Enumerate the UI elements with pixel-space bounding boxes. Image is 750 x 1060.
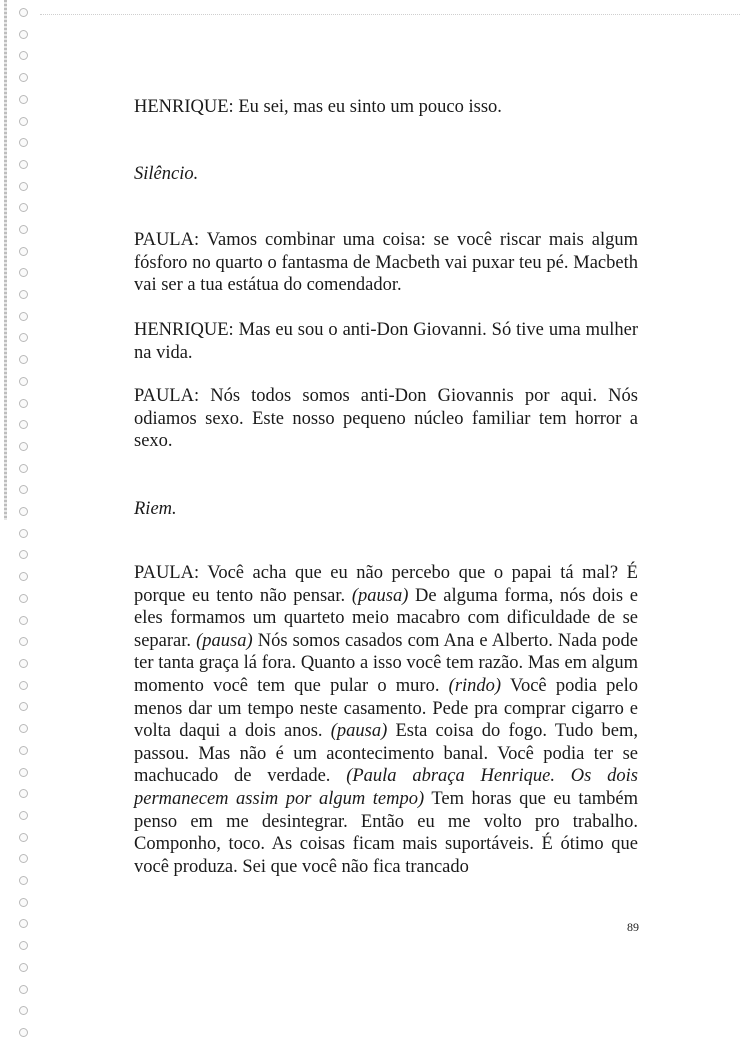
binding-hole: [19, 529, 28, 538]
spiral-binding: [0, 0, 34, 1060]
stage-direction-text: (pausa): [196, 630, 253, 651]
binding-hole: [19, 420, 28, 429]
dialogue-text: Nós somos casados com Ana e Alberto. Nada pode ter tanta graça lá fora. Quanto a isso você tem razão. Mas em algum momento você tem que pular o muro.: [134, 630, 638, 696]
speaker-name: PAULA:: [134, 563, 200, 583]
binding-hole: [19, 659, 28, 668]
dialogue-text: Esta coisa do fogo. Tudo bem, passou. Mas não é um acontecimento banal. Você podia ter se machucado de verdade.: [134, 721, 638, 787]
dialogue-text: Eu sei, mas eu sinto um pouco isso.: [233, 97, 502, 117]
binding-hole: [19, 768, 28, 777]
binding-hole: [19, 637, 28, 646]
binding-hole: [19, 681, 28, 690]
dialogue-text: Nós todos somos anti-Don Giovannis por aqui. Nós odiamos sexo. Este nosso pequeno núcleo familiar tem horror a sexo.: [134, 386, 638, 452]
dialogue-text: De alguma forma, nós dois e eles formamos um quarteto meio macabro com dificuldade de se separar.: [134, 585, 639, 651]
binding-hole: [19, 833, 28, 842]
binding-hole: [19, 377, 28, 386]
binding-hole: [19, 355, 28, 364]
binding-hole: [19, 51, 28, 60]
binding-hole: [19, 724, 28, 733]
binding-hole: [19, 876, 28, 885]
binding-hole: [19, 941, 28, 950]
binding-hole: [19, 572, 28, 581]
binding-hole: [19, 160, 28, 169]
binding-hole: [19, 594, 28, 603]
binding-hole: [19, 247, 28, 256]
binding-hole: [19, 746, 28, 755]
binding-hole: [19, 290, 28, 299]
binding-hole: [19, 268, 28, 277]
binding-hole: [19, 182, 28, 191]
speaker-name: HENRIQUE:: [134, 97, 234, 117]
binding-hole: [19, 1006, 28, 1015]
binding-hole: [19, 73, 28, 82]
binding-hole: [19, 919, 28, 928]
binding-hole: [19, 616, 28, 625]
page-number: 89: [627, 920, 639, 934]
dialogue-line: [134, 385, 638, 453]
binding-hole: [19, 333, 28, 342]
binding-hole: [19, 464, 28, 473]
speaker-name: PAULA:: [134, 386, 200, 406]
dialogue-line: [134, 319, 638, 364]
binding-hole: [19, 399, 28, 408]
binding-hole: [19, 485, 28, 494]
stage-direction-text: (pausa): [330, 721, 388, 742]
stage-direction-text: Riem.: [134, 499, 177, 519]
binding-hole: [19, 138, 28, 147]
stage-direction: [134, 498, 638, 521]
stage-direction-text: (Paula abraça Henrique. Os dois permanecem assim por algum tempo): [134, 766, 638, 809]
binding-hole: [19, 507, 28, 516]
dialogue-text: Mas eu sou o anti-Don Giovanni. Só tive uma mulher na vida.: [134, 320, 638, 363]
binding-hole: [19, 963, 28, 972]
dialogue-text: Tem horas que eu também penso em me desintegrar. Então eu me volto pro trabalho. Componho, toco. As coisas ficam mais suportáveis. É ótimo que você produza. Sei que você não fica trancado: [134, 788, 638, 877]
binding-hole: [19, 702, 28, 711]
dialogue-text: Você podia pelo menos dar um tempo neste casamento. Pede pra comprar cigarro e volta daqui a dois anos.: [134, 675, 638, 742]
binding-hole: [19, 8, 28, 17]
binding-hole: [19, 117, 28, 126]
dialogue-line: [134, 229, 638, 297]
dialogue-text: Vamos combinar uma coisa: se você riscar mais algum fósforo no quarto o fantasma de Macbeth vai puxar teu pé. Macbeth vai ser a tua estátua do comendador.: [134, 230, 638, 296]
binding-hole: [19, 550, 28, 559]
stage-direction-text: Silêncio.: [134, 164, 199, 184]
binding-hole: [19, 1028, 28, 1037]
binding-hole: [19, 312, 28, 321]
binding-hole: [19, 442, 28, 451]
stage-direction: [134, 163, 638, 186]
binding-hole: [19, 203, 28, 212]
binding-hole: [19, 854, 28, 863]
dialogue-line: [134, 96, 638, 119]
top-border-line: [40, 14, 740, 15]
speaker-name: PAULA:: [134, 230, 200, 250]
binding-hole: [19, 225, 28, 234]
dialogue-text: Você acha que eu não percebo que o papai tá mal? É porque eu tento não pensar.: [134, 563, 638, 606]
binding-hole: [19, 95, 28, 104]
binding-hole: [19, 898, 28, 907]
speaker-name: HENRIQUE:: [134, 320, 234, 340]
binding-edge: [4, 0, 7, 520]
binding-hole: [19, 811, 28, 820]
dialogue-line: [134, 562, 638, 878]
stage-direction-text: (pausa): [351, 585, 409, 606]
binding-hole: [19, 30, 28, 39]
binding-hole: [19, 789, 28, 798]
stage-direction-text: (rindo): [448, 675, 502, 696]
binding-hole: [19, 985, 28, 994]
